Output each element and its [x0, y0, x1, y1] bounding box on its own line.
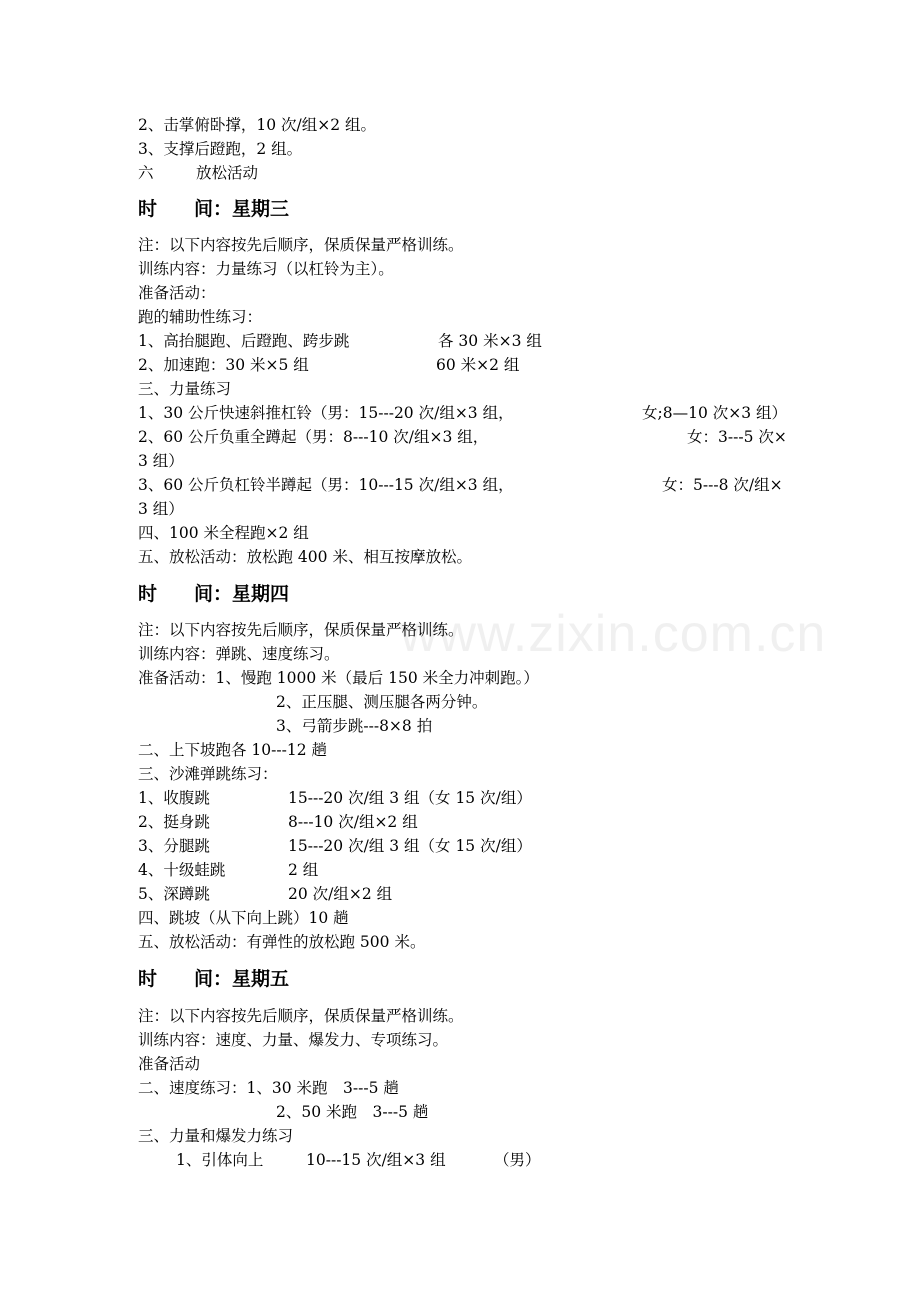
heading-day: 间：星期四 [194, 583, 290, 605]
heading-wednesday [138, 194, 289, 224]
exercise-male: 3、60 公斤负杠铃半蹲起（男：10---15 次/组×3 组， [138, 476, 514, 494]
thu-hill-run: 二、上下坡跑各 10---12 趟 [138, 741, 328, 759]
wed-relax: 五、放松活动：放松跑 400 米、相互按摩放松。 [138, 548, 472, 566]
exercise-female: 女：3---5 次× [687, 428, 787, 446]
wed-run-drills [138, 329, 542, 353]
heading-friday [138, 964, 289, 994]
wed-prep: 准备活动： [138, 284, 216, 302]
jump-name: 1、收腹跳 [138, 789, 210, 807]
jump-sets: 2 组 [288, 861, 319, 879]
heading-time-char: 时 [138, 583, 158, 605]
thu-jump-2 [138, 810, 418, 834]
fri-note: 注：以下内容按先后顺序，保质保量严格训练。 [138, 1007, 464, 1025]
exercise-name: 1、引体向上 [176, 1151, 264, 1169]
line-support-run: 3、支撑后蹬跑，2 组。 [138, 140, 303, 158]
fri-speed-2: 2、50 米跑 3---5 趟 [276, 1103, 429, 1121]
thu-jump-3 [138, 834, 532, 858]
fri-prep: 准备活动 [138, 1055, 201, 1073]
exercise-female: 女;8—10 次×3 组） [642, 404, 788, 422]
wed-note: 注：以下内容按先后顺序，保质保量严格训练。 [138, 236, 464, 254]
thu-jump-4 [138, 858, 319, 882]
jump-sets: 20 次/组×2 组 [288, 885, 393, 903]
exercise-male: 2、60 公斤负重全蹲起（男：8---10 次/组×3 组， [138, 428, 489, 446]
thu-beach-heading: 三、沙滩弹跳练习： [138, 765, 278, 783]
line-relax-heading [138, 161, 259, 185]
heading-day: 间：星期三 [194, 198, 290, 220]
line-clap-pushups: 2、击掌俯卧撑，10 次/组×2 组。 [138, 116, 377, 134]
heading-day: 间：星期五 [194, 968, 290, 990]
exercise-gender: （男） [494, 1151, 541, 1169]
exercise-male: 1、30 公斤快速斜推杠铃（男：15---20 次/组×3 组， [138, 404, 514, 422]
fri-speed-1: 二、速度练习：1、30 米跑 3---5 趟 [138, 1079, 399, 1097]
wed-acceleration [138, 353, 520, 377]
heading-time-char: 时 [138, 968, 158, 990]
jump-name: 4、十级蛙跳 [138, 861, 226, 879]
jump-sets: 8---10 次/组×2 组 [288, 813, 418, 831]
wed-strength-heading: 三、力量练习 [138, 380, 232, 398]
heading-thursday [138, 579, 289, 609]
fri-pullups [176, 1148, 541, 1172]
thu-slope-jump: 四、跳坡（从下向上跳）10 趟 [138, 909, 349, 927]
jump-name: 3、分腿跳 [138, 837, 210, 855]
fri-power-heading: 三、力量和爆发力练习 [138, 1127, 294, 1145]
drill-name: 2、加速跑：30 米×5 组 [138, 356, 309, 374]
thu-note: 注：以下内容按先后顺序，保质保量严格训练。 [138, 621, 464, 639]
drill-sets: 60 米×2 组 [436, 356, 520, 374]
exercise-female: 女：5---8 次/组× [662, 476, 783, 494]
fri-content: 训练内容：速度、力量、爆发力、专项练习。 [138, 1031, 449, 1049]
wed-sprint: 四、100 米全程跑×2 组 [138, 524, 309, 542]
wed-aux: 跑的辅助性练习： [138, 308, 263, 326]
section-title: 放松活动 [196, 164, 259, 182]
thu-jump-5 [138, 882, 393, 906]
thu-relax: 五、放松活动：有弹性的放松跑 500 米。 [138, 933, 426, 951]
heading-time-char: 时 [138, 198, 158, 220]
wed-half-squat-cont: 3 组） [138, 500, 184, 518]
thu-jump-1 [138, 786, 532, 810]
watermark: www.zixin.com.cn [400, 605, 827, 663]
thu-prep-2: 2、正压腿、测压腿各两分钟。 [276, 693, 488, 711]
thu-prep-1: 准备活动：1、慢跑 1000 米（最后 150 米全力冲刺跑。） [138, 669, 539, 687]
wed-half-squat [138, 473, 783, 497]
drill-name: 1、高抬腿跑、后蹬跑、跨步跳 [138, 332, 350, 350]
wed-full-squat-cont: 3 组） [138, 452, 184, 470]
wed-incline-press [138, 401, 788, 425]
exercise-sets: 10---15 次/组×3 组 [306, 1151, 446, 1169]
thu-content: 训练内容：弹跳、速度练习。 [138, 645, 340, 663]
jump-sets: 15---20 次/组 3 组（女 15 次/组） [288, 837, 532, 855]
jump-name: 2、挺身跳 [138, 813, 210, 831]
section-number: 六 [138, 164, 154, 182]
wed-content: 训练内容：力量练习（以杠铃为主）。 [138, 260, 394, 278]
jump-sets: 15---20 次/组 3 组（女 15 次/组） [288, 789, 532, 807]
thu-prep-3: 3、弓箭步跳---8×8 拍 [276, 717, 433, 735]
wed-full-squat [138, 425, 787, 449]
drill-sets: 各 30 米×3 组 [438, 332, 542, 350]
jump-name: 5、深蹲跳 [138, 885, 210, 903]
